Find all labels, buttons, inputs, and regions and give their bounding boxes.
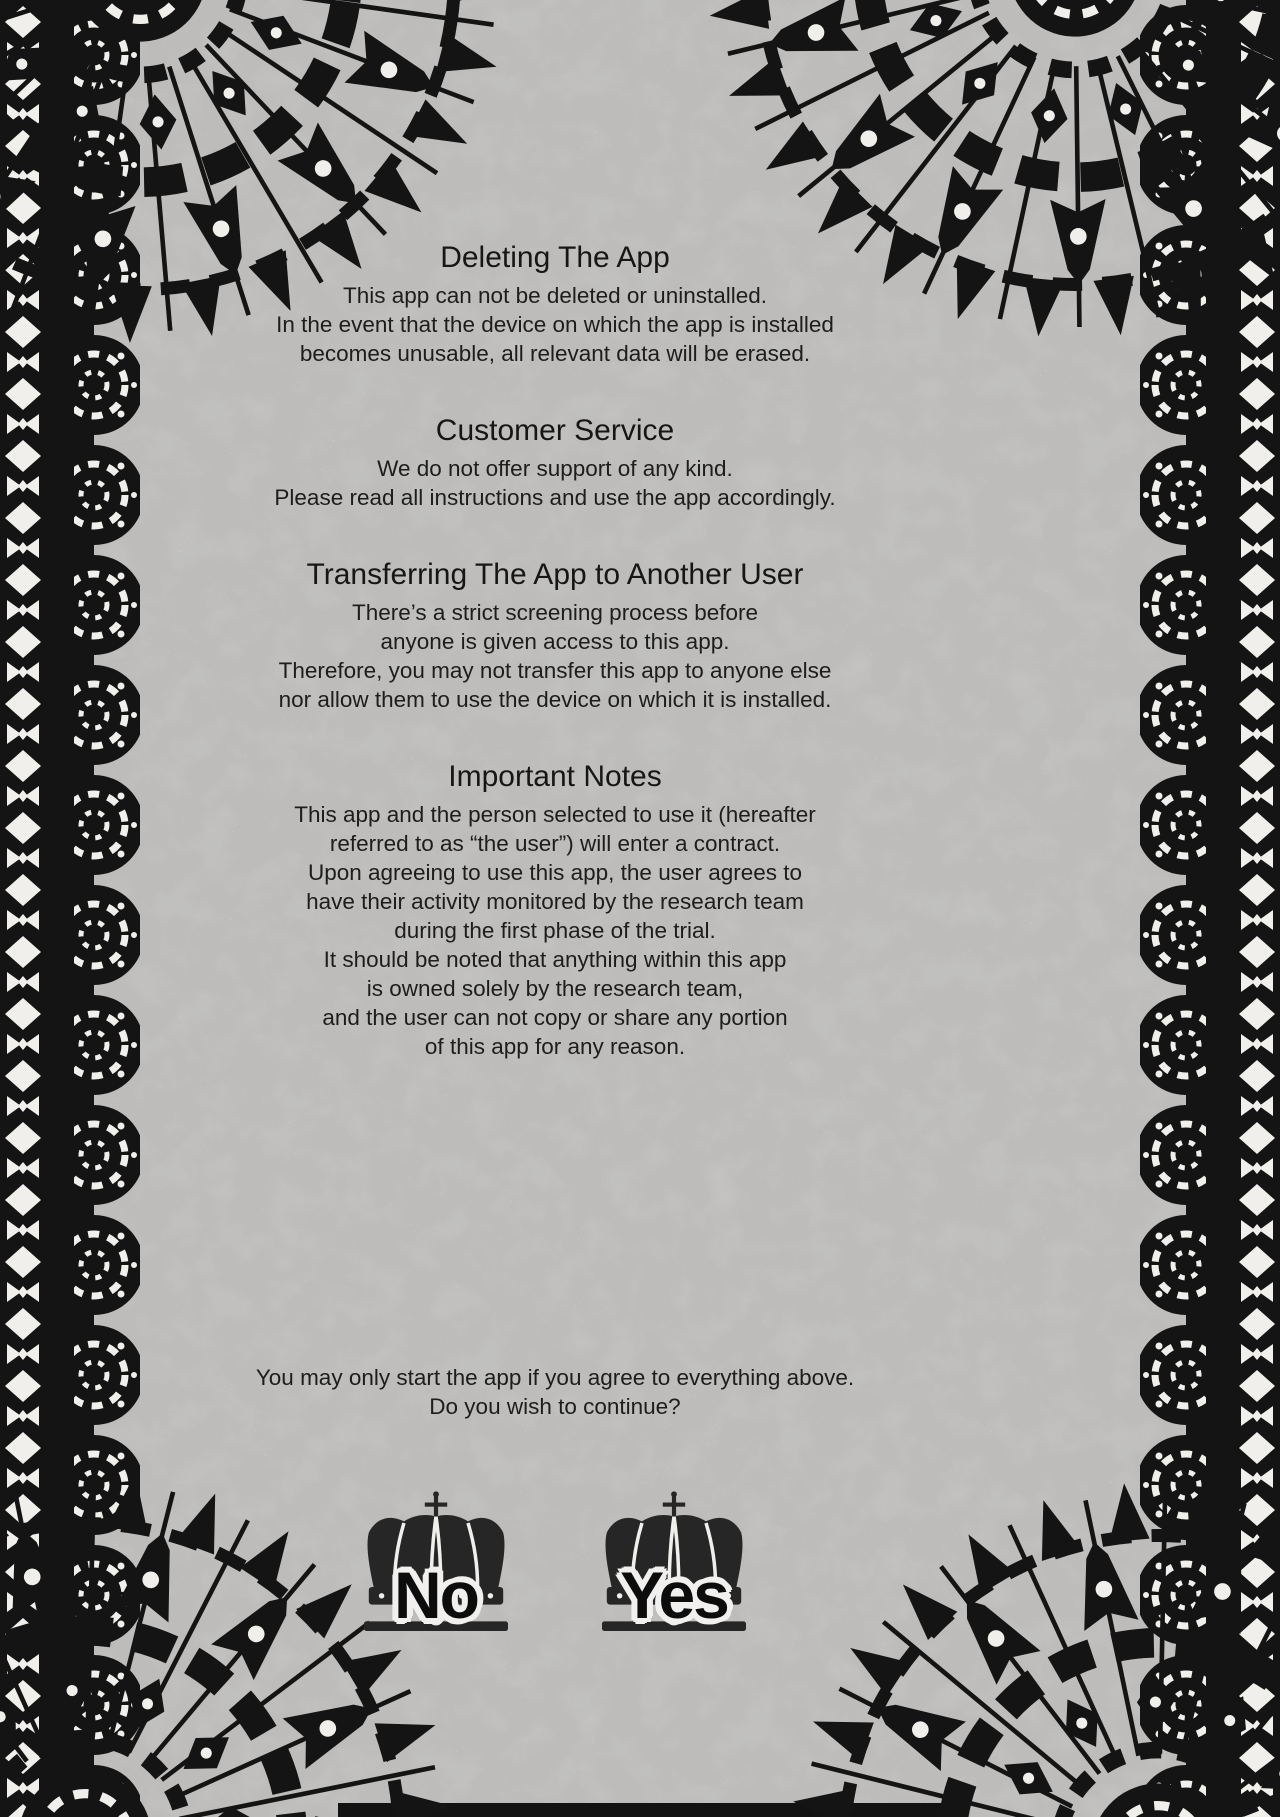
section-line: during the first phase of the trial. — [394, 918, 716, 943]
section-line: is owned solely by the research team, — [366, 976, 744, 1001]
section-heading: Deleting The App — [440, 241, 670, 274]
section-line: anyone is given access to this app. — [380, 629, 730, 654]
no-button[interactable] — [348, 1491, 524, 1667]
terms-section — [140, 241, 970, 368]
section-line: of this app for any reason. — [424, 1034, 686, 1059]
section-heading: Important Notes — [448, 760, 662, 793]
section-line: This app can not be deleted or uninstalled. — [342, 283, 768, 308]
section-line: Therefore, you may not transfer this app to anyone else — [278, 658, 832, 683]
section-line: becomes unusable, all relevant data will be erased. — [299, 341, 811, 366]
terms-sections — [140, 241, 970, 1061]
section-body — [140, 598, 970, 714]
section-line: have their activity monitored by the research team — [306, 889, 804, 914]
section-line: We do not offer support of any kind. — [377, 456, 733, 481]
terms-section — [140, 414, 970, 512]
section-line: It should be noted that anything within this app — [323, 947, 787, 972]
section-line: nor allow them to use the device on which it is installed. — [278, 687, 832, 712]
terms-section — [140, 558, 970, 714]
section-heading: Customer Service — [435, 414, 675, 447]
continue-prompt — [140, 1363, 970, 1421]
prompt-line: You may only start the app if you agree to everything above. — [255, 1365, 855, 1390]
section-body — [140, 454, 970, 512]
section-line: There’s a strict screening process before — [351, 600, 759, 625]
section-line: referred to as “the user”) will enter a contract. — [329, 831, 781, 856]
section-line: and the user can not copy or share any portion — [322, 1005, 788, 1030]
terms-content — [140, 0, 970, 1667]
yes-button-label: Yes — [620, 1558, 728, 1632]
section-line: Please read all instructions and use the app accordingly. — [274, 485, 836, 510]
yes-button[interactable] — [586, 1491, 762, 1667]
section-body — [140, 800, 970, 1061]
section-line: Upon agreeing to use this app, the user agrees to — [307, 860, 803, 885]
section-line: In the event that the device on which the app is installed — [276, 312, 834, 337]
section-line: This app and the person selected to use it (hereafter — [294, 802, 816, 827]
no-button-label: No — [394, 1558, 478, 1632]
section-body — [140, 281, 970, 368]
terms-section — [140, 760, 970, 1061]
prompt-line: Do you wish to continue? — [429, 1394, 681, 1419]
choice-buttons — [140, 1491, 970, 1667]
section-heading: Transferring The App to Another User — [306, 558, 804, 591]
